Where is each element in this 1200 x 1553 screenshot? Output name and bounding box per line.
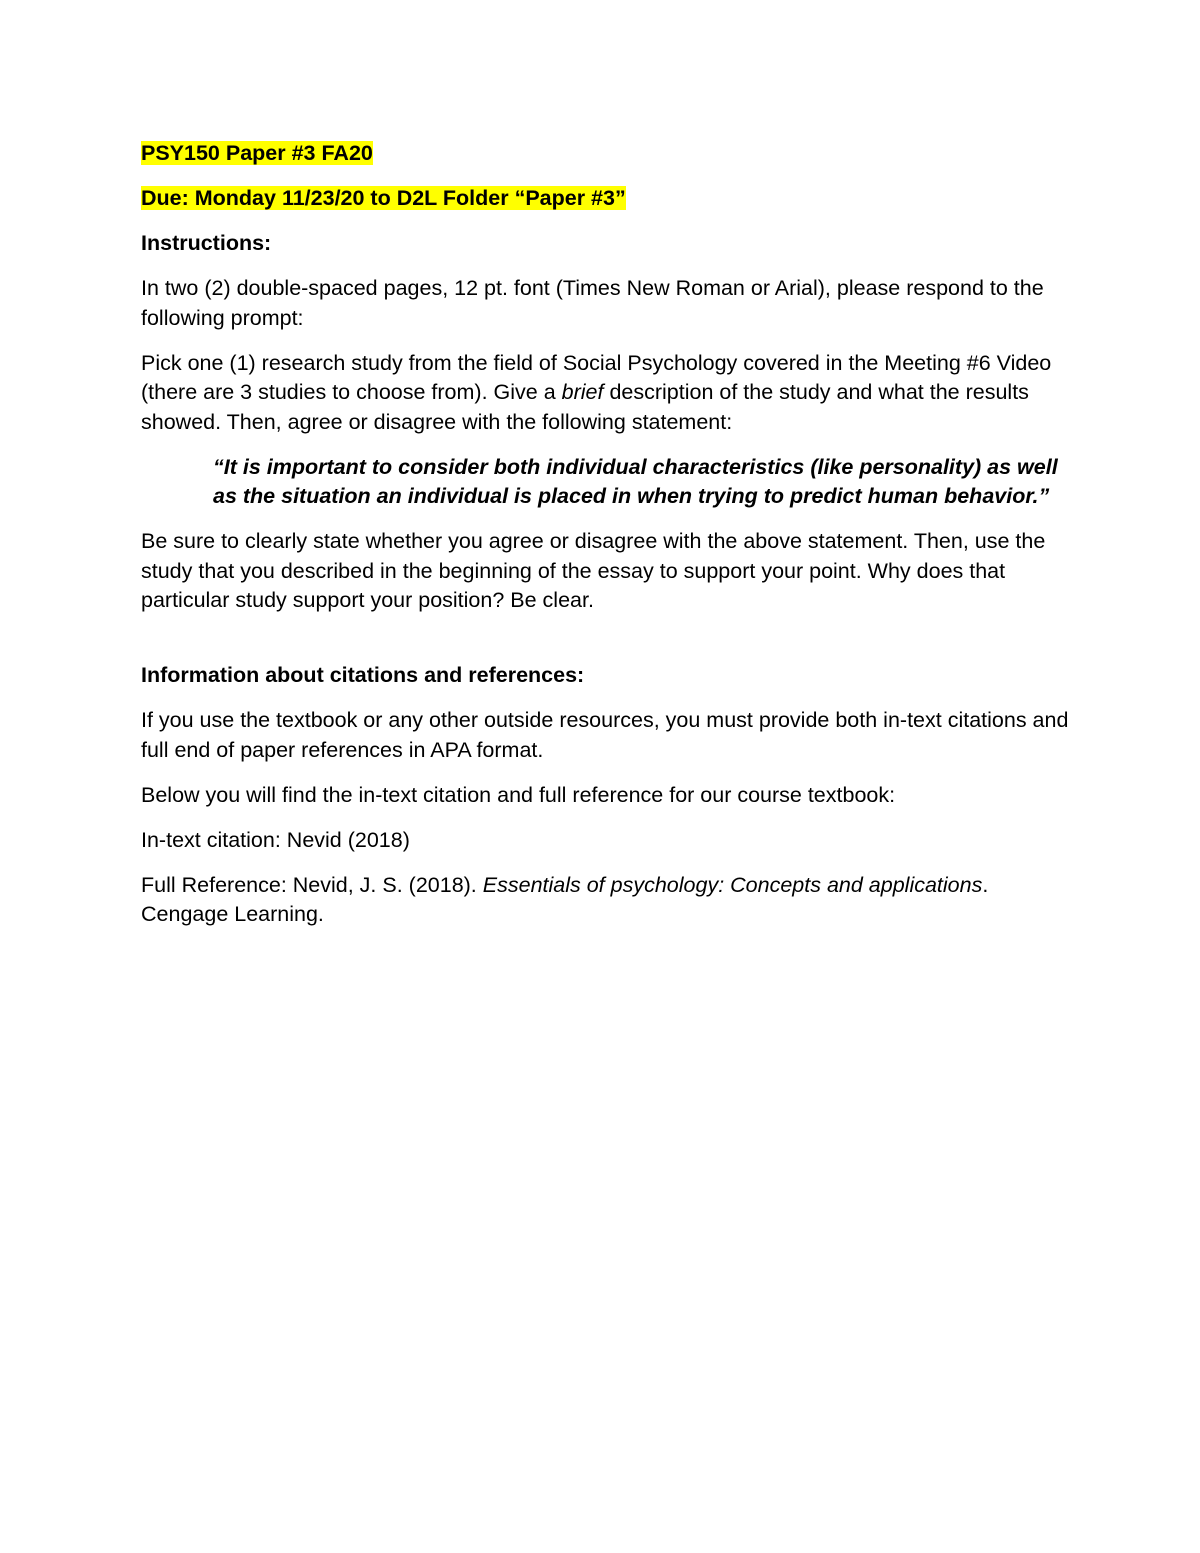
instructions-heading: Instructions:	[141, 231, 272, 255]
instructions-emphasis: brief	[561, 380, 604, 404]
document-title-line	[141, 139, 1071, 169]
due-date-line	[141, 184, 1071, 214]
prompt-statement-quote: “It is important to consider both individual characteristics (like personality) as well as the situation an individual is placed in when trying to predict human behavior.”	[213, 454, 1058, 508]
instructions-paragraph-2-start: Pick one (1) research study from the field of Social Psychology covered in the Meeting #6 Video (there are 3 studies to choose from). Give a	[141, 350, 1052, 404]
instructions-paragraph-1: In two (2) double-spaced pages, 12 pt. font (Times New Roman or Arial), please respond to the following prompt:	[141, 276, 1044, 330]
citations-paragraph-1: If you use the textbook or any other outside resources, you must provide both in-text citations and full end of paper references in APA format.	[141, 708, 1069, 762]
in-text-citation: In-text citation: Nevid (2018)	[141, 827, 410, 852]
full-reference-title: Essentials of psychology: Concepts and applications	[482, 872, 983, 897]
document-content	[141, 139, 1071, 945]
instructions-paragraph-2-end: description of the study and what the results showed. Then, agree or disagree with the following statement:	[141, 380, 1029, 434]
full-reference-end: . Cengage Learning.	[141, 872, 989, 926]
document-title: PSY150 Paper #3 FA20	[141, 141, 373, 165]
instructions-paragraph-3: Be sure to clearly state whether you agree or disagree with the above statement. Then, use the study that you described in the beginning of the essay to support your point. Why does that particular study support your position? Be clear.	[141, 529, 1046, 612]
full-reference-start: Full Reference: Nevid, J. S. (2018).	[141, 872, 483, 897]
section-spacer	[141, 631, 1071, 661]
instructions-paragraph-2	[141, 349, 1071, 438]
due-date: Due: Monday 11/23/20 to D2L Folder “Paper #3”	[141, 186, 626, 210]
full-reference	[141, 871, 1071, 930]
citations-heading: Information about citations and references:	[141, 663, 585, 687]
citations-paragraph-2: Below you will find the in-text citation and full reference for our course textbook:	[141, 782, 896, 807]
